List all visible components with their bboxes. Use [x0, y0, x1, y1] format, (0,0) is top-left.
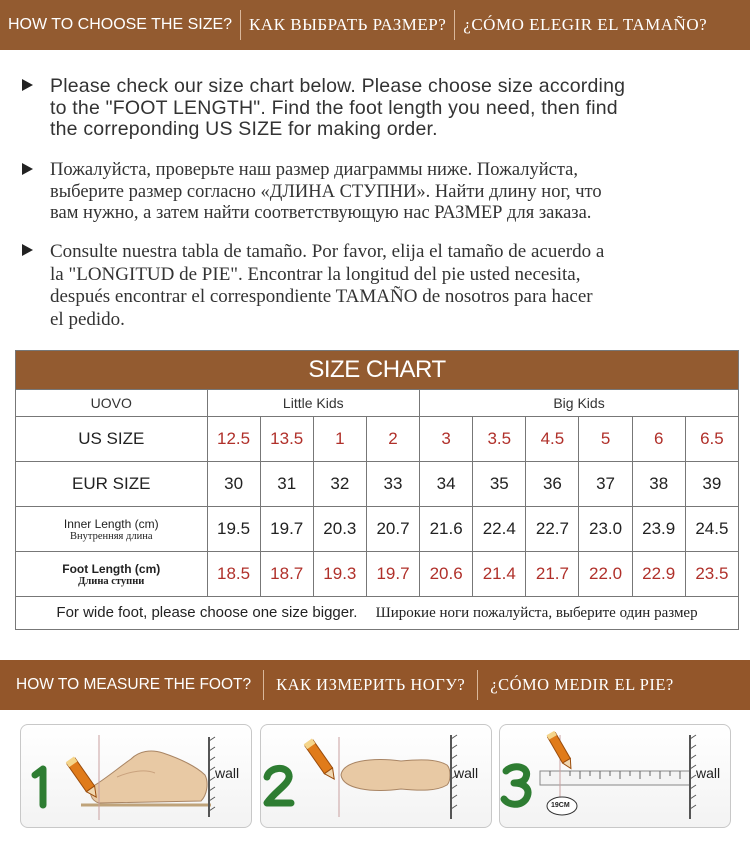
us-size-label: US SIZE — [16, 417, 208, 462]
foot-length-cell: 18.5 — [207, 552, 260, 597]
foot-length-cell: 18.7 — [260, 552, 313, 597]
measuring-steps — [0, 724, 750, 830]
bullet-arrow-icon — [22, 79, 33, 91]
eur-size-cell: 30 — [207, 462, 260, 507]
size-chart-title: SIZE CHART — [16, 351, 739, 390]
banner-divider — [263, 670, 264, 700]
pencil-icon — [547, 731, 575, 771]
banner-title-en: HOW TO CHOOSE THE SIZE? — [8, 16, 233, 33]
instruction-es-text: Consulte nuestra tabla de tamaño. Por favor, elija el tamaño de acuerdo a la "LONGITUD de PIE". Encontrar la longitud del pie usted necesita, después encontrar el correspondiente TAMAÑO de nosotros para hacer el pedido. — [50, 241, 605, 330]
inner-length-cell: 22.4 — [473, 507, 526, 552]
inner-length-cell: 23.9 — [632, 507, 685, 552]
eur-size-cell: 35 — [473, 462, 526, 507]
eur-size-cell: 34 — [420, 462, 473, 507]
eur-size-cell: 31 — [260, 462, 313, 507]
foot-length-cell: 21.4 — [473, 552, 526, 597]
banner-divider — [477, 670, 478, 700]
foot-length-label-en: Foot Length (cm) — [62, 561, 161, 576]
inner-length-cell: 21.6 — [420, 507, 473, 552]
foot-length-cell: 21.7 — [526, 552, 579, 597]
eur-size-cell: 33 — [366, 462, 419, 507]
inner-length-label — [16, 507, 208, 552]
wall-label-1: wall — [215, 765, 240, 781]
step-1-panel — [20, 724, 252, 828]
step-number-2-icon — [267, 768, 291, 803]
wide-foot-note — [16, 597, 739, 630]
size-chart-table — [15, 350, 739, 630]
eur-size-label: EUR SIZE — [16, 462, 208, 507]
inner-length-cell: 19.5 — [207, 507, 260, 552]
wide-foot-note-en: For wide foot, please choose one size bigger. — [56, 604, 358, 621]
instruction-ru — [22, 160, 742, 225]
ruler-icon — [540, 771, 690, 785]
inner-length-cell: 23.0 — [579, 507, 632, 552]
us-size-cell: 4.5 — [526, 417, 579, 462]
foot-side-icon — [91, 751, 207, 803]
step-3-panel — [499, 724, 731, 828]
big-kids-header: Big Kids — [420, 390, 739, 417]
instruction-en — [22, 76, 742, 141]
banner-title-es: ¿CÓMO ELEGIR EL TAMAÑO? — [463, 15, 708, 34]
foot-length-label-ru: Длина ступни — [78, 575, 145, 587]
foot-length-cell: 22.0 — [579, 552, 632, 597]
step-number-1-icon — [35, 769, 43, 805]
foot-length-cell: 20.6 — [420, 552, 473, 597]
choose-size-banner — [0, 0, 750, 50]
banner-divider — [454, 10, 455, 40]
measure-foot-banner — [0, 660, 750, 710]
banner-title-ru: КАК ВЫБРАТЬ РАЗМЕР? — [249, 15, 447, 34]
pencil-icon — [66, 756, 101, 799]
wall-label-2: wall — [454, 765, 479, 781]
us-size-cell: 5 — [579, 417, 632, 462]
inner-length-label-ru: Внутренняя длина — [69, 530, 153, 542]
us-size-cell: 6.5 — [685, 417, 738, 462]
measure-title-en: HOW TO MEASURE THE FOOT? — [16, 676, 252, 693]
eur-size-cell: 38 — [632, 462, 685, 507]
eur-size-cell: 39 — [685, 462, 738, 507]
measure-value-label: 19CM — [551, 802, 570, 809]
foot-top-icon — [341, 760, 450, 791]
inner-length-row — [16, 507, 739, 552]
us-size-cell: 3 — [420, 417, 473, 462]
eur-size-row — [16, 462, 739, 507]
instruction-en-text: Please check our size chart below. Please choose size according to the "FOOT LENGTH". Find the foot length you need, then find the correponding US SIZE for making order. — [50, 75, 626, 140]
us-size-cell: 13.5 — [260, 417, 313, 462]
inner-length-cell: 19.7 — [260, 507, 313, 552]
inner-length-cell: 20.3 — [313, 507, 366, 552]
measure-title-ru: КАК ИЗМЕРИТЬ НОГУ? — [276, 675, 466, 694]
foot-length-cell: 22.9 — [632, 552, 685, 597]
brand-cell: UOVO — [16, 390, 208, 417]
inner-length-label-en: Inner Length (cm) — [63, 516, 159, 531]
little-kids-header: Little Kids — [207, 390, 420, 417]
foot-length-cell: 19.7 — [366, 552, 419, 597]
banner-divider — [240, 10, 241, 40]
pencil-icon — [304, 738, 339, 781]
bullet-arrow-icon — [22, 163, 33, 175]
measure-title-es: ¿CÓMO MEDIR EL PIE? — [490, 675, 674, 694]
bullet-arrow-icon — [22, 244, 33, 256]
step-number-3-icon — [504, 767, 528, 805]
instruction-ru-text: Пожалуйста, проверьте наш размер диаграммы ниже. Пожалуйста, выберите размер согласно «ДЛИНА СТУПНИ». Найти длину ног, что вам нужно, а затем найти соответствующую нас РАЗМЕР для заказа. — [50, 160, 602, 223]
foot-length-cell: 23.5 — [685, 552, 738, 597]
instruction-es — [22, 241, 742, 331]
us-size-cell: 6 — [632, 417, 685, 462]
foot-length-row — [16, 552, 739, 597]
inner-length-cell: 24.5 — [685, 507, 738, 552]
eur-size-cell: 32 — [313, 462, 366, 507]
foot-length-label — [16, 552, 208, 597]
us-size-row — [16, 417, 739, 462]
us-size-cell: 1 — [313, 417, 366, 462]
eur-size-cell: 37 — [579, 462, 632, 507]
eur-size-cell: 36 — [526, 462, 579, 507]
step-2-panel — [260, 724, 492, 828]
inner-length-cell: 22.7 — [526, 507, 579, 552]
wall-label-3: wall — [696, 765, 721, 781]
us-size-cell: 3.5 — [473, 417, 526, 462]
wide-foot-note-ru: Широкие ноги пожалуйста, выберите один размер — [375, 605, 698, 621]
foot-length-cell: 19.3 — [313, 552, 366, 597]
inner-length-cell: 20.7 — [366, 507, 419, 552]
us-size-cell: 12.5 — [207, 417, 260, 462]
us-size-cell: 2 — [366, 417, 419, 462]
